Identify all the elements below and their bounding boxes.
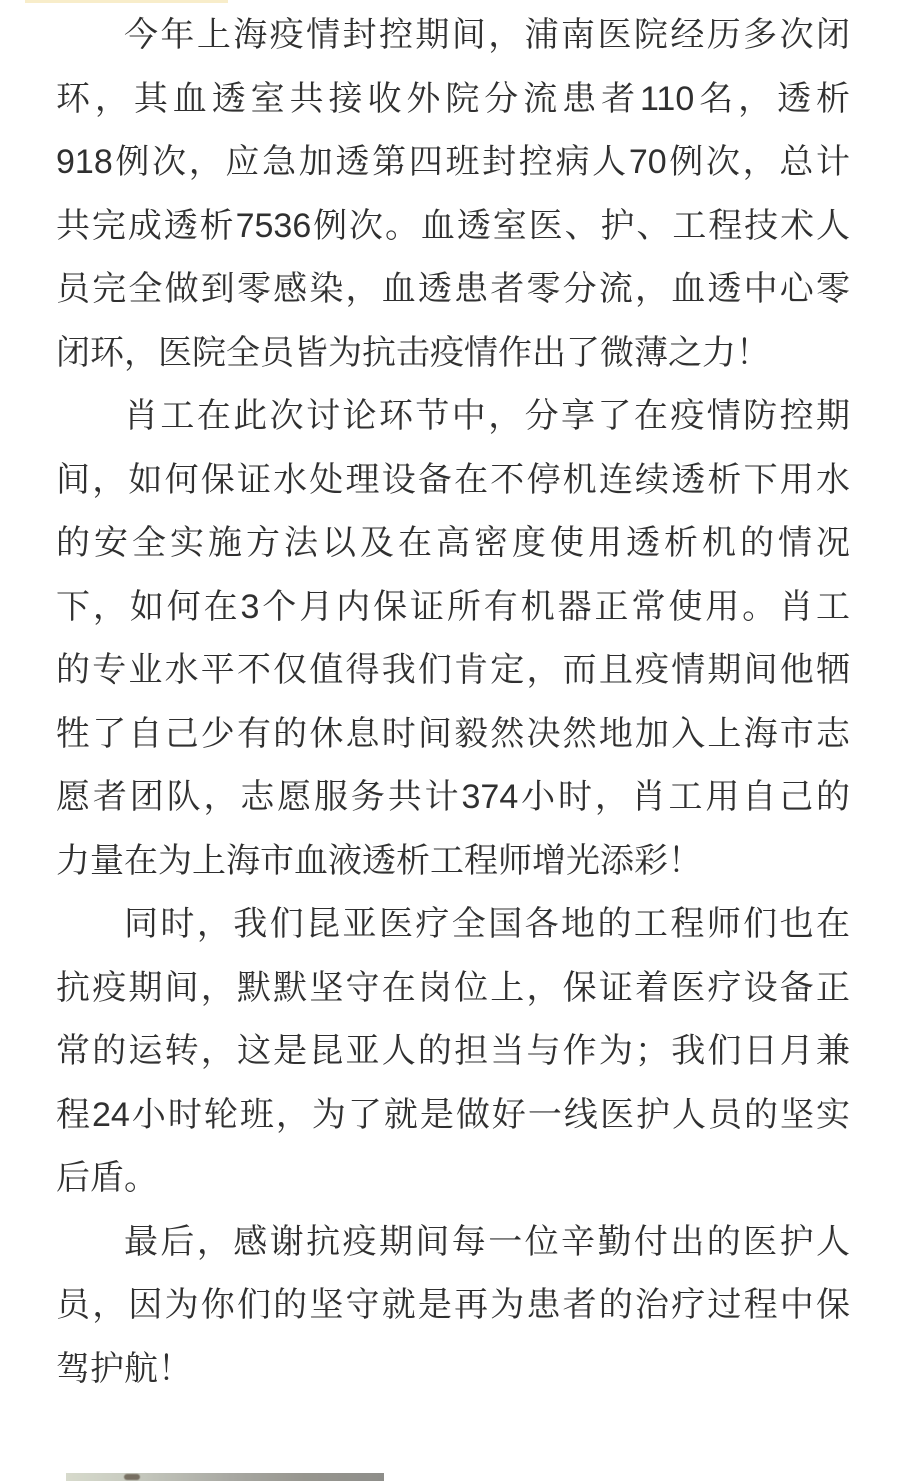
paragraph <box>56 385 850 893</box>
paragraph <box>56 1211 850 1402</box>
text-line: 下，如何在3个月内保证所有机器正常使用。肖工 <box>56 587 850 626</box>
text-line: 闭环，医院全员皆为抗击疫情作出了微薄之力！ <box>56 333 770 372</box>
text-line: 程24小时轮班，为了就是做好一线医护人员的坚实 <box>56 1095 850 1134</box>
text-line: 的专业水平不仅值得我们肯定，而且疫情期间他牺 <box>56 651 850 689</box>
photo-smudge <box>124 1474 140 1480</box>
text-line: 今年上海疫情封控期间，浦南医院经历多次闭 <box>124 16 850 54</box>
text-line: 最后，感谢抗疫期间每一位辛勤付出的医护人 <box>124 1222 850 1261</box>
text-line: 同时，我们昆亚医疗全国各地的工程师们也在 <box>124 905 850 943</box>
text-line: 共完成透析7536例次。血透室医、护、工程技术人 <box>56 206 850 245</box>
text-line: 员完全做到零感染，血透患者零分流，血透中心零 <box>56 270 850 308</box>
paragraph <box>56 893 850 1211</box>
article-body <box>56 4 850 1401</box>
text-line: 常的运转，这是昆亚人的担当与作为；我们日月兼 <box>56 1032 850 1070</box>
text-line: 愿者团队，志愿服务共计374小时，肖工用自己的 <box>56 778 850 816</box>
text-line: 的安全实施方法以及在高密度使用透析机的情况 <box>56 524 850 562</box>
text-line: 抗疫期间，默默坚守在岗位上，保证着医疗设备正 <box>56 968 850 1007</box>
text-line: 间，如何保证水处理设备在不停机连续透析下用水 <box>56 460 850 499</box>
text-line: 后盾。 <box>56 1159 158 1197</box>
text-line: 环，其血透室共接收外院分流患者110名，透析 <box>56 79 850 118</box>
text-line: 驾护航！ <box>56 1349 192 1388</box>
text-line: 牲了自己少有的休息时间毅然决然地加入上海市志 <box>56 714 850 753</box>
top-highlight-strip <box>25 0 228 3</box>
bottom-photo-top-edge[interactable] <box>66 1473 384 1481</box>
text-line: 918例次，应急加透第四班封控病人70例次，总计 <box>56 143 850 181</box>
text-line: 肖工在此次讨论环节中，分享了在疫情防控期 <box>124 397 850 435</box>
text-line: 员，因为你们的坚守就是再为患者的治疗过程中保 <box>56 1286 850 1324</box>
text-line: 力量在为上海市血液透析工程师增光添彩！ <box>56 841 702 880</box>
paragraph <box>56 4 850 385</box>
